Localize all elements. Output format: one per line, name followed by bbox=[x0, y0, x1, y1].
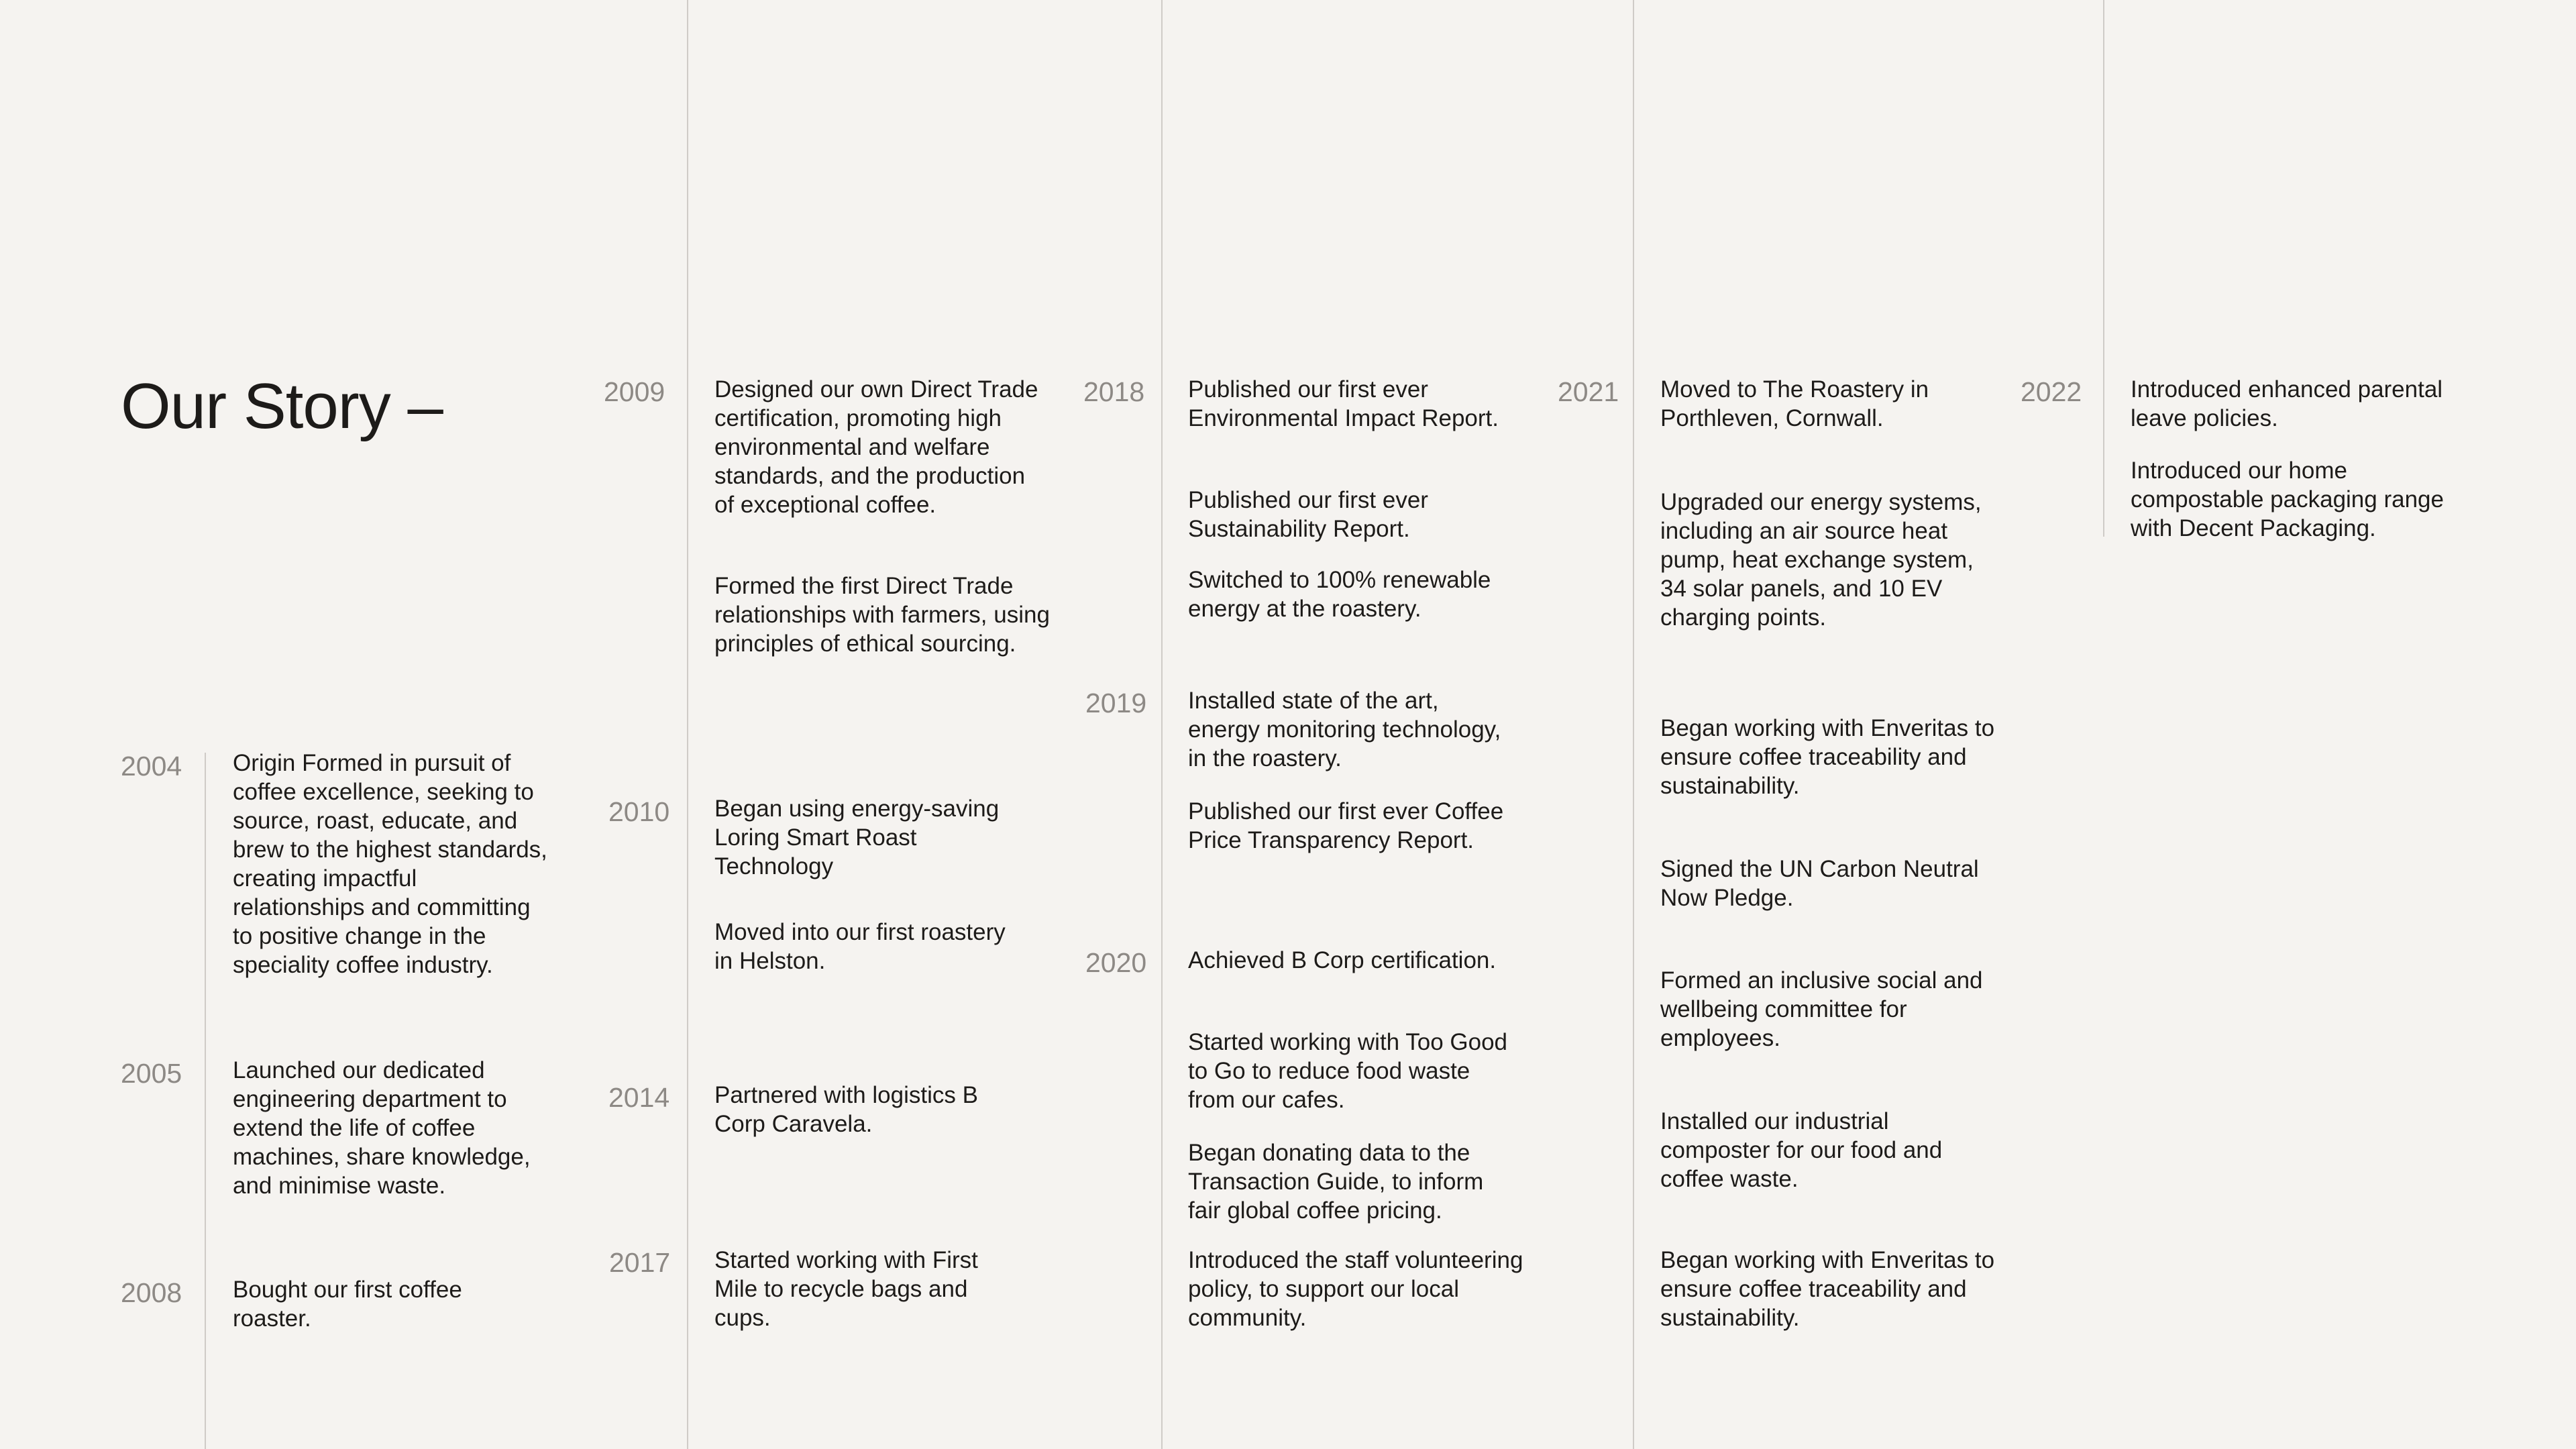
timeline-entry: Achieved B Corp certification. bbox=[1188, 947, 1497, 973]
year-label-2020: 2020 bbox=[1085, 947, 1147, 978]
year-label-2018: 2018 bbox=[1083, 376, 1145, 407]
timeline-entry: Bought our first coffee roaster. bbox=[233, 1277, 462, 1332]
timeline-entry: Started working with First Mile to recycle bags and cups. bbox=[714, 1247, 978, 1331]
timeline-entry: Introduced the staff volunteering policy, to support our local community. bbox=[1188, 1247, 1523, 1331]
timeline-entry: Installed state of the art, energy monitoring technology, in the roastery. bbox=[1188, 688, 1501, 771]
year-label-2014: 2014 bbox=[608, 1082, 670, 1113]
timeline-entry: Introduced our home compostable packaging range with Decent Packaging. bbox=[2131, 458, 2444, 541]
timeline-entry: Upgraded our energy systems, including an air source heat pump, heat exchange system, 34 solar panels, and 10 EV charging points. bbox=[1660, 489, 1982, 631]
year-label-2010: 2010 bbox=[608, 796, 670, 827]
timeline-entry: Published our first ever Coffee Price Transparency Report. bbox=[1188, 798, 1504, 853]
column-divider bbox=[687, 0, 688, 1449]
year-label-2017: 2017 bbox=[609, 1247, 671, 1278]
year-label-2021: 2021 bbox=[1558, 376, 1619, 407]
timeline-entry: Began using energy-saving Loring Smart Roast Technology bbox=[714, 796, 1000, 879]
page-title: Our Story – bbox=[121, 370, 443, 442]
timeline-entry: Formed the first Direct Trade relationships with farmers, using principles of ethical sourcing. bbox=[714, 573, 1050, 657]
timeline-entry: Introduced enhanced parental leave policies. bbox=[2131, 376, 2443, 431]
timeline-entry: Installed our industrial composter for our food and coffee waste. bbox=[1660, 1108, 1943, 1192]
column-divider bbox=[2103, 0, 2104, 537]
timeline-entry: Partnered with logistics B Corp Caravela. bbox=[714, 1082, 978, 1137]
timeline-entry: Origin Formed in pursuit of coffee excellence, seeking to source, roast, educate, and brew to the highest standards, creating impactful relationships and committing to positive change in the speciality coffee industry. bbox=[233, 750, 547, 978]
timeline-entry: Launched our dedicated engineering department to extend the life of coffee machines, share knowledge, and minimise waste. bbox=[233, 1057, 531, 1199]
timeline-entry: Began donating data to the Transaction Guide, to inform fair global coffee pricing. bbox=[1188, 1140, 1484, 1224]
timeline-entry: Moved into our first roastery in Helston. bbox=[714, 919, 1006, 974]
timeline-entry: Published our first ever Environmental Impact Report. bbox=[1188, 376, 1499, 431]
timeline-entry: Signed the UN Carbon Neutral Now Pledge. bbox=[1660, 856, 1979, 911]
column-divider bbox=[1633, 0, 1634, 1449]
year-label-2022: 2022 bbox=[2021, 376, 2082, 407]
timeline-divider bbox=[205, 753, 206, 1449]
timeline-entry: Began working with Enveritas to ensure coffee traceability and sustainability. bbox=[1660, 1247, 1995, 1331]
timeline-entry: Began working with Enveritas to ensure coffee traceability and sustainability. bbox=[1660, 715, 1995, 799]
timeline-entry: Switched to 100% renewable energy at the roastery. bbox=[1188, 567, 1491, 622]
year-label-2005: 2005 bbox=[121, 1058, 182, 1089]
year-label-2019: 2019 bbox=[1085, 688, 1147, 718]
timeline-entry: Published our first ever Sustainability Report. bbox=[1188, 487, 1428, 542]
column-divider bbox=[1161, 0, 1163, 1449]
year-label-2004: 2004 bbox=[121, 751, 182, 782]
timeline-entry: Moved to The Roastery in Porthleven, Cornwall. bbox=[1660, 376, 1929, 431]
timeline-entry: Started working with Too Good to Go to reduce food waste from our cafes. bbox=[1188, 1029, 1508, 1113]
timeline-entry: Designed our own Direct Trade certification, promoting high environmental and welfare standards, and the production of exceptional coffee. bbox=[714, 376, 1038, 518]
timeline-entry: Formed an inclusive social and wellbeing committee for employees. bbox=[1660, 967, 1983, 1051]
year-label-2008: 2008 bbox=[121, 1277, 182, 1308]
year-label-2009: 2009 bbox=[604, 376, 665, 407]
